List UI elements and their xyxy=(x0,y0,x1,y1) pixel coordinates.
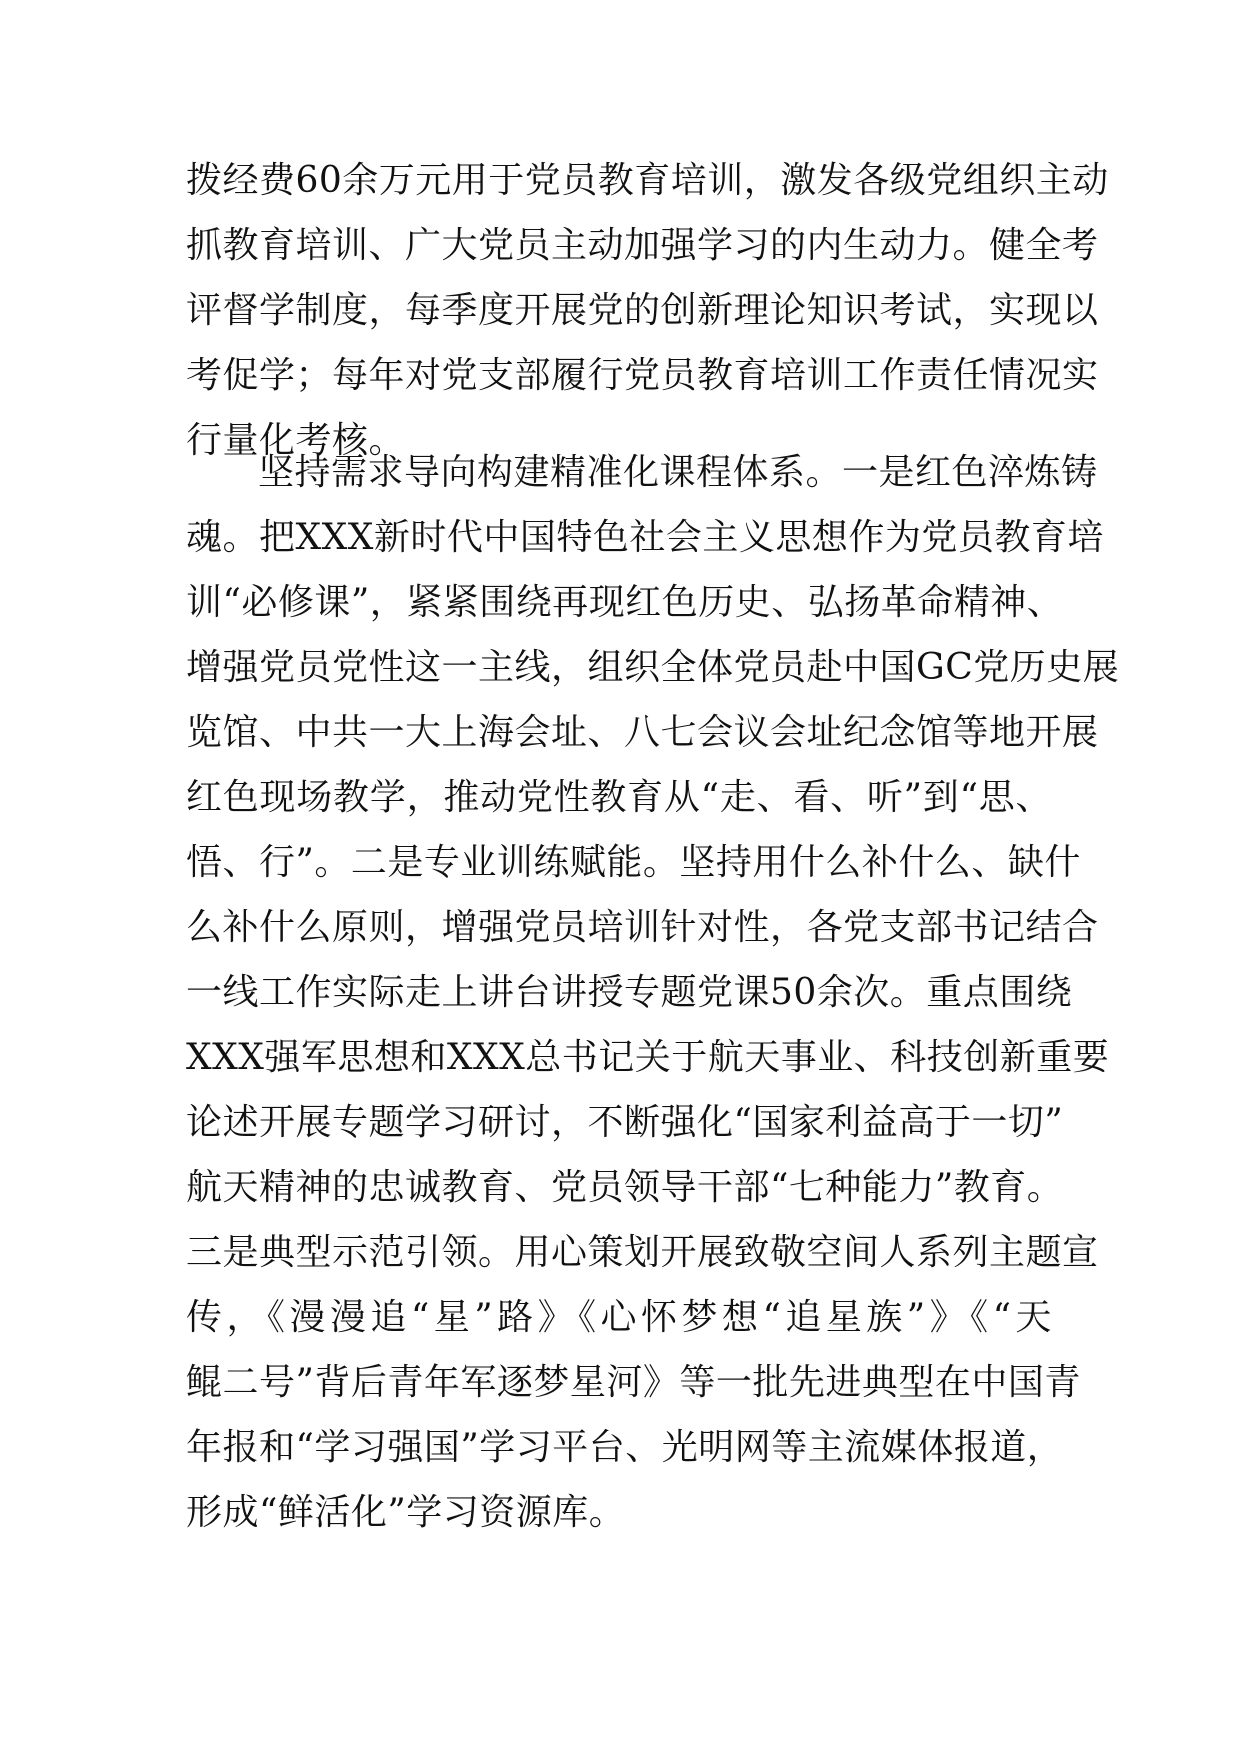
text-line: 抓教育培训、广大党员主动加强学习的内生动力。健全考 xyxy=(186,225,1099,266)
text-line: 论述开展专题学习研讨，不断强化“国家利益高于一切” xyxy=(186,1102,1064,1143)
text-line: 形成“鲜活化”学习资源库。 xyxy=(186,1492,626,1533)
text-line: 评督学制度，每季度开展党的创新理论知识考试，实现以 xyxy=(186,290,1099,331)
text-line: 览馆、中共一大上海会址、八七会议会址纪念馆等地开展 xyxy=(186,712,1099,753)
text-line: 鲲二号”背后青年军逐梦星河》等一批先进典型在中国青 xyxy=(186,1362,1081,1403)
text-line: 传，《漫漫追“星”路》《心怀梦想“追星族”》《“天 xyxy=(186,1297,1052,1338)
text-line: 悟、行”。二是专业训练赋能。坚持用什么补什么、缺什 xyxy=(186,842,1081,883)
text-line: 年报和“学习强国”学习平台、光明网等主流媒体报道， xyxy=(186,1427,1064,1468)
text-line: 么补什么原则，增强党员培训针对性，各党支部书记结合 xyxy=(186,907,1099,948)
text-line: 魂。把XXX新时代中国特色社会主义思想作为党员教育培 xyxy=(186,517,1104,558)
text-line: 行量化考核。 xyxy=(186,420,406,461)
text-line: 坚持需求导向构建精准化课程体系。一是红色淬炼铸 xyxy=(258,452,1098,493)
text-line: 考促学；每年对党支部履行党员教育培训工作责任情况实 xyxy=(186,355,1099,396)
text-line: 增强党员党性这一主线，组织全体党员赴中国GC党历史展 xyxy=(186,647,1120,688)
text-line: XXX强军思想和XXX总书记关于航天事业、科技创新重要 xyxy=(186,1037,1110,1078)
text-line: 一线工作实际走上讲台讲授专题党课50余次。重点围绕 xyxy=(186,972,1073,1013)
text-line: 训“必修课”，紧紧围绕再现红色历史、弘扬革命精神、 xyxy=(186,582,1064,623)
text-line: 拨经费60余万元用于党员教育培训，激发各级党组织主动 xyxy=(186,160,1109,201)
text-line: 三是典型示范引领。用心策划开展致敬空间人系列主题宣 xyxy=(186,1232,1099,1273)
text-line: 红色现场教学，推动党性教育从“走、看、听”到“思、 xyxy=(186,777,1052,818)
text-line: 航天精神的忠诚教育、党员领导干部“七种能力”教育。 xyxy=(186,1167,1064,1208)
paragraph-2 xyxy=(186,440,1120,1545)
